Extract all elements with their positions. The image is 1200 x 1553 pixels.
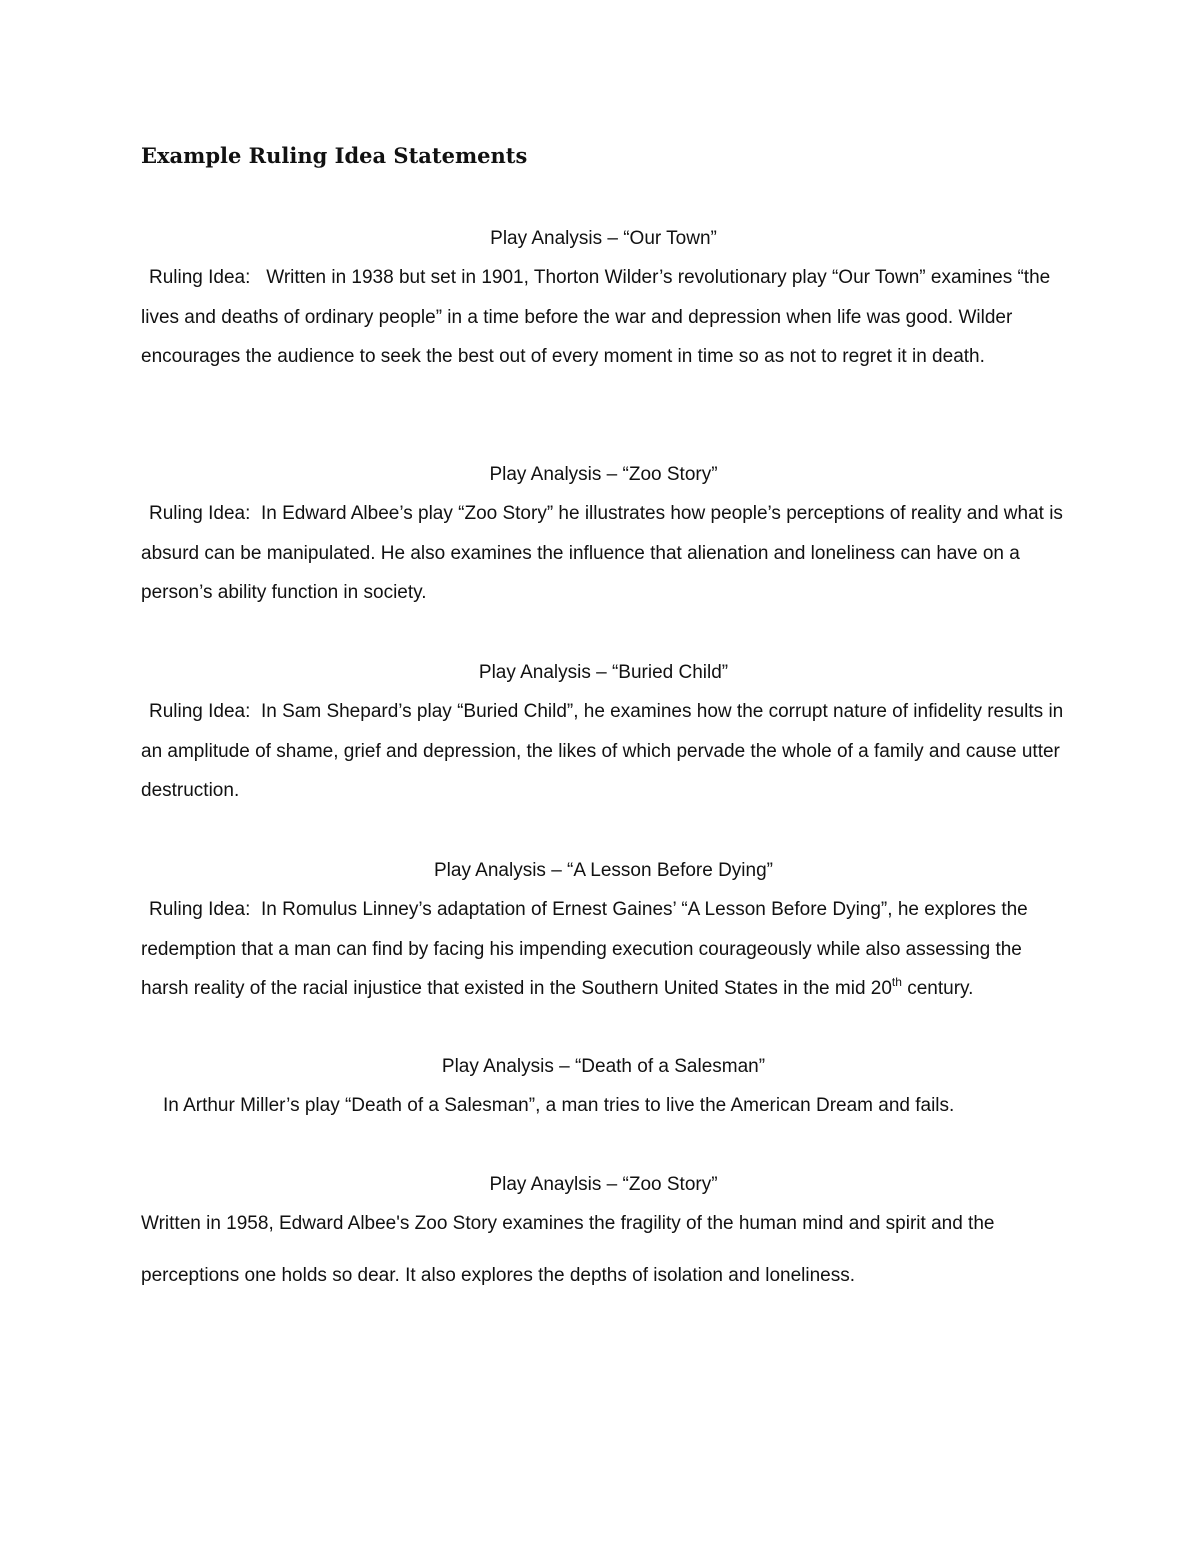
ruling-idea-label: Ruling Idea: xyxy=(149,899,251,920)
section-buried-child xyxy=(141,653,1066,811)
ruling-idea-label: Ruling Idea: xyxy=(149,503,251,524)
section-paragraph xyxy=(141,890,1066,1009)
section-paragraph xyxy=(141,1198,1066,1302)
paragraph-tail: century. xyxy=(901,978,974,999)
ruling-idea-label: Ruling Idea: xyxy=(149,267,251,288)
section-zoo-story xyxy=(141,455,1066,613)
section-our-town xyxy=(141,219,1066,377)
section-paragraph xyxy=(141,1086,1066,1126)
section-heading: Play Analysis – “Death of a Salesman” xyxy=(441,1056,766,1077)
superscript-th: th xyxy=(891,975,902,989)
section-heading: Play Analysis – “Zoo Story” xyxy=(489,464,718,485)
paragraph-text: In Edward Albee’s play “Zoo Story” he illustrates how people’s perceptions of reality and what is absurd can be manipulated. He also examines the influence that alienation and loneliness can have on a person’s ability function in society. xyxy=(141,503,1063,603)
paragraph-text: Written in 1938 but set in 1901, Thorton Wilder’s revolutionary play “Our Town” examines “the lives and deaths of ordinary people” in a time before the war and depression when life was good. Wilder encourages the audience to seek the best out of every moment in time so as not to regret it in death. xyxy=(141,267,1051,367)
paragraph-text: In Sam Shepard’s play “Buried Child”, he examines how the corrupt nature of infidelity results in an amplitude of shame, grief and depression, the likes of which pervade the whole of a family and cause utter destruction. xyxy=(141,701,1064,801)
paragraph-text: Written in 1958, Edward Albee's Zoo Story examines the fragility of the human mind and spirit and the perceptions one holds so dear. It also explores the depths of isolation and loneliness. xyxy=(141,1213,995,1286)
paragraph-text: In Arthur Miller’s play “Death of a Salesman”, a man tries to live the American Dream and fails. xyxy=(163,1095,955,1116)
page-title: Example Ruling Idea Statements xyxy=(141,143,528,168)
section-lesson-before-dying xyxy=(141,851,1066,1009)
section-paragraph xyxy=(141,258,1066,377)
section-zoo-story-2 xyxy=(141,1165,1066,1302)
section-death-of-a-salesman xyxy=(141,1047,1066,1126)
section-heading: Play Analysis – “A Lesson Before Dying” xyxy=(433,860,773,881)
paragraph-text: In Romulus Linney’s adaptation of Ernest Gaines’ “A Lesson Before Dying”, he explores the redemption that a man can find by facing his impending execution courageously while also assessing the harsh reality of the racial injustice that existed in the Southern United States in the mid 20 xyxy=(141,899,1028,999)
ruling-idea-label: Ruling Idea: xyxy=(149,701,251,722)
section-heading: Play Analysis – “Buried Child” xyxy=(478,662,729,683)
section-paragraph xyxy=(141,692,1066,811)
section-paragraph xyxy=(141,494,1066,613)
section-heading: Play Analysis – “Our Town” xyxy=(490,228,717,249)
section-heading: Play Anaylsis – “Zoo Story” xyxy=(489,1174,718,1195)
